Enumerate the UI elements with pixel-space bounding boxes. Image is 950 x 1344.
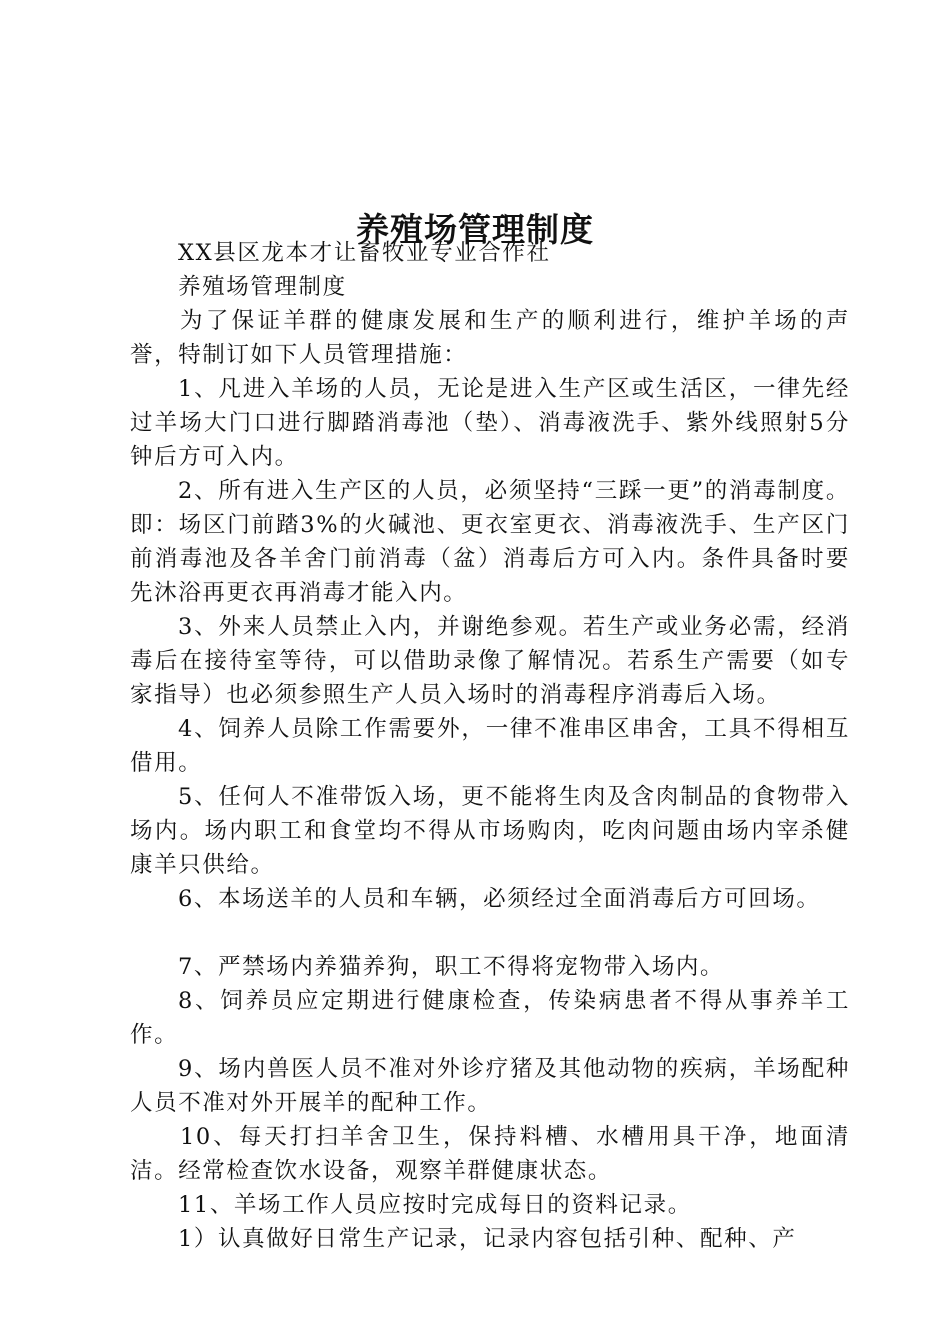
rule-6-paragraph: 6、本场送羊的人员和车辆，必须经过全面消毒后方可回场。 [178, 886, 821, 912]
rule-7-paragraph: 7、严禁场内养猫养狗，职工不得将宠物带入场内。 [178, 954, 725, 980]
document-body [130, 236, 850, 1256]
rule-8-paragraph: 8、饲养员应定期进行健康检查，传染病患者不得从事养羊工作。 [130, 988, 850, 1048]
rule-5-paragraph: 5、任何人不准带饭入场，更不能将生肉及含肉制品的食物带入场内。场内职工和食堂均不得从市场购肉，吃肉问题由场内宰杀健康羊只供给。 [130, 784, 850, 878]
organization-line: XX县区龙本才让畜牧业专业合作社 [178, 240, 551, 266]
rule-10-paragraph: 10、每天打扫羊舍卫生，保持料槽、水槽用具干净，地面清洁。经常检查饮水设备，观察羊群健康状态。 [130, 1124, 850, 1184]
rule-4-paragraph: 4、饲养人员除工作需要外，一律不准串区串舍，工具不得相互借用。 [130, 716, 850, 776]
rule-11-item-1-paragraph: 1）认真做好日常生产记录，记录内容包括引种、配种、产 [178, 1226, 797, 1252]
rule-1-paragraph: 1、凡进入羊场的人员，无论是进入生产区或生活区，一律先经过羊场大门口进行脚踏消毒池（垫）、消毒液洗手、紫外线照射5分钟后方可入内。 [130, 376, 850, 470]
rule-9-paragraph: 9、场内兽医人员不准对外诊疗猪及其他动物的疾病，羊场配种人员不准对外开展羊的配种工作。 [130, 1056, 850, 1116]
rule-2-paragraph: 2、所有进入生产区的人员，必须坚持“三踩一更”的消毒制度。即：场区门前踏3%的火碱池、更衣室更衣、消毒液洗手、生产区门前消毒池及各羊舍门前消毒（盆）消毒后方可入内。条件具备时要先沐浴再更衣再消毒才能入内。 [130, 478, 850, 606]
intro-paragraph: 为了保证羊群的健康发展和生产的顺利进行，维护羊场的声誉，特制订如下人员管理措施： [130, 308, 850, 368]
document-title: 养殖场管理制度 [356, 210, 594, 250]
rule-11-paragraph: 11、羊场工作人员应按时完成每日的资料记录。 [178, 1192, 692, 1218]
subtitle-line: 养殖场管理制度 [178, 274, 347, 300]
rule-3-paragraph: 3、外来人员禁止入内，并谢绝参观。若生产或业务必需，经消毒后在接待室等待，可以借助录像了解情况。若系生产需要（如专家指导）也必须参照生产人员入场时的消毒程序消毒后入场。 [130, 614, 850, 708]
